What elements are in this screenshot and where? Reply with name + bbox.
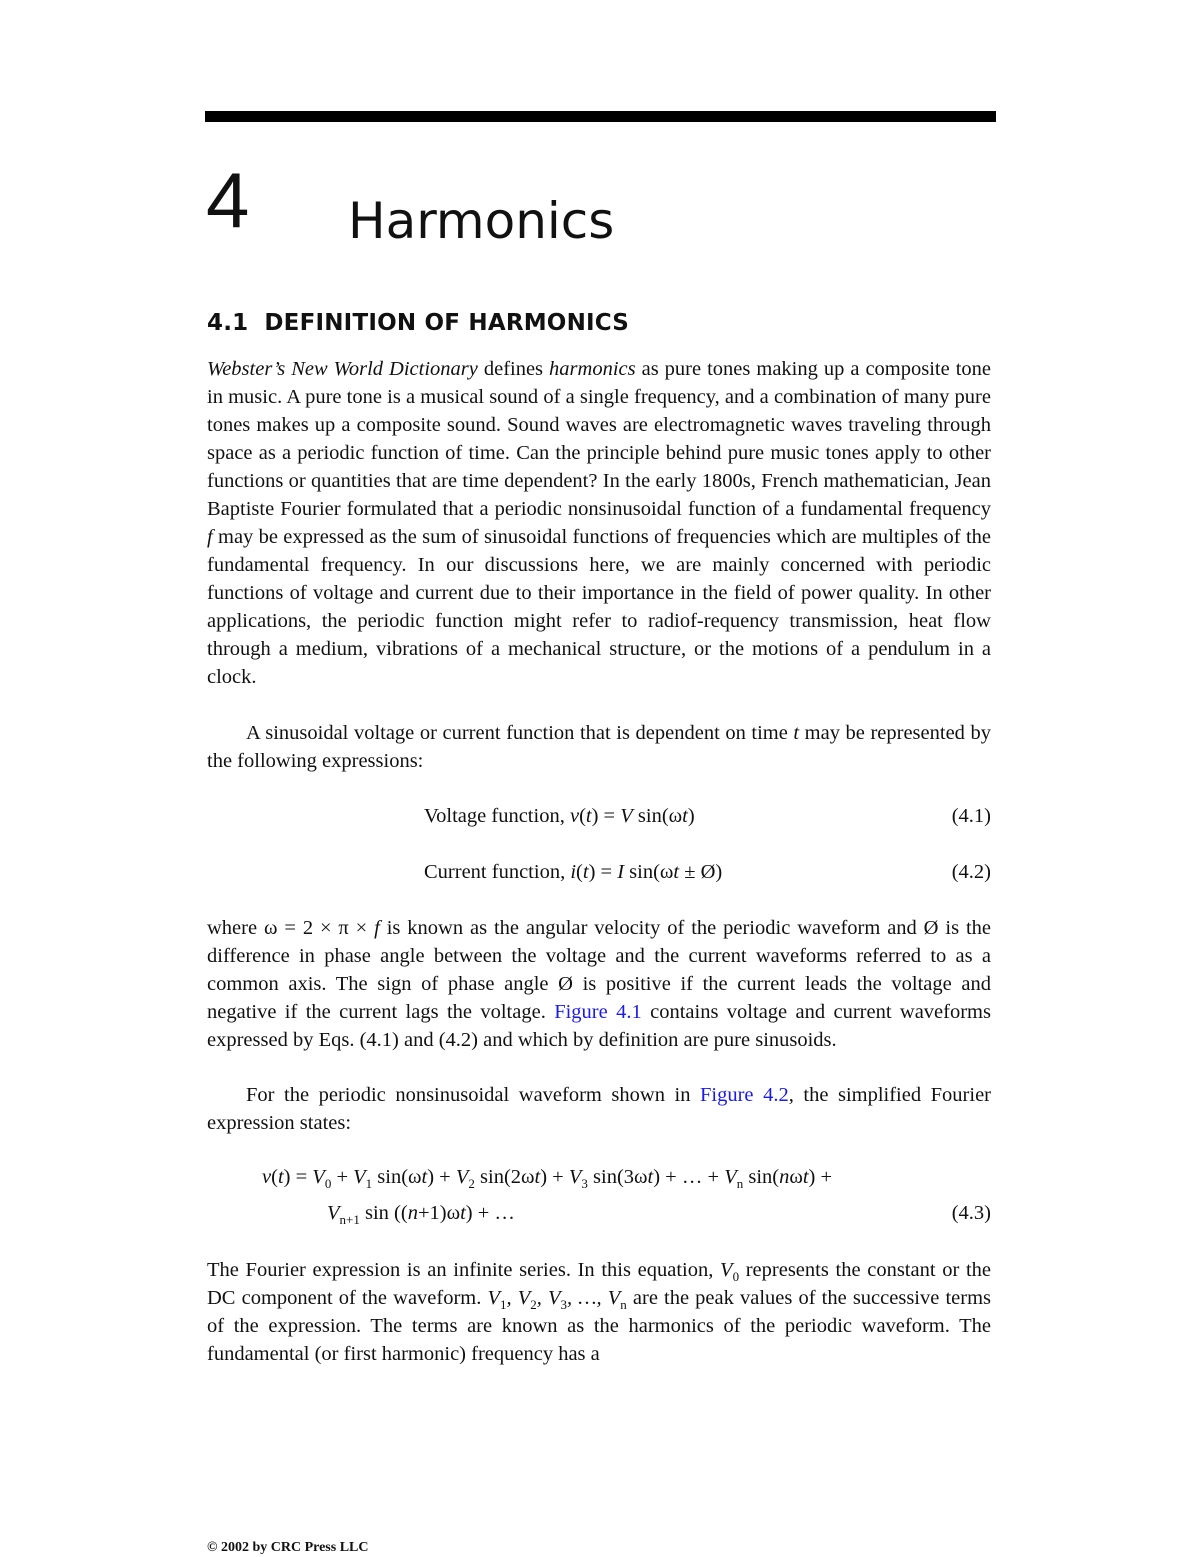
equation-4-3-line-1: $v(t) = V_0 + V_1$ $\sin(\omega t) + V_2$ $\sin(2\omega t) + V_3$ sin(3ωt) + … + $V_n$ sin(nωt) +	[262, 1166, 833, 1192]
paragraph-sinusoidal	[207, 719, 991, 775]
paragraph-fourier-series	[207, 1256, 991, 1368]
eq-text: ω	[789, 1166, 803, 1188]
eq-text: sin(ω	[372, 1166, 422, 1188]
eq-text: sin(3ω	[587, 1166, 648, 1188]
text-run: where ω = 2 × π ×	[207, 917, 375, 939]
eq-sub: n	[736, 1176, 744, 1192]
eq-var: I	[617, 861, 625, 883]
paragraph-angular-velocity	[207, 914, 991, 1054]
eq-text: +	[331, 1166, 354, 1188]
text-run: , the simplified Fourier expression states:	[207, 1084, 991, 1134]
equation-4-2: Current function, i(t) = I sin(ωt ± Ø)	[424, 861, 723, 883]
eq-text: sin ((	[359, 1202, 408, 1224]
eq-sub: 2	[468, 1176, 475, 1192]
equation-4-3-line-2	[327, 1199, 515, 1227]
variable-f: f	[374, 917, 380, 939]
eq-label: Voltage function,	[424, 805, 570, 827]
eq-var: v	[569, 805, 580, 827]
eq-text: ± Ø)	[679, 861, 723, 883]
equation-number-4-3: (4.3)	[951, 1202, 991, 1224]
eq-var: t	[421, 1166, 428, 1188]
subscript: 2	[530, 1297, 537, 1313]
variable-f: f	[207, 526, 213, 548]
section-heading	[207, 306, 629, 340]
text-run: A sinusoidal voltage or current function that is dependent on time	[246, 722, 794, 744]
eq-var: V	[312, 1166, 325, 1188]
eq-var: t	[673, 861, 680, 883]
variable-v: , V	[506, 1287, 531, 1309]
text-run: may be represented by the following expressions:	[207, 722, 991, 772]
eq-var: V	[455, 1166, 469, 1188]
variable-v0: V	[720, 1259, 733, 1281]
eq-var: n	[407, 1202, 418, 1224]
text-run: The Fourier expression is an infinite series. In this equation,	[207, 1259, 721, 1281]
chapter-number: 4	[206, 156, 250, 244]
eq-var: v	[262, 1166, 272, 1188]
equation-number-4-1: (4.1)	[951, 805, 991, 827]
text-run: is known as the angular velocity of the periodic waveform and Ø is the difference in phase angle between the voltage and the current waveforms referred to as a common axis. The sign of phase angle Ø is positive if the current leads the voltage and negative if the current lags the voltage.	[207, 917, 991, 1023]
subscript: n	[620, 1297, 627, 1313]
eq-label: Current function,	[424, 861, 571, 883]
eq-text: ) =	[283, 1166, 313, 1188]
text-run: may be expressed as the sum of sinusoidal functions of frequencies which are multiples of the fundamental frequency. In our discussions here, we are mainly concerned with periodic functions of voltage and current due to their importance in the field of power quality. In other applications, the periodic function might refer to radiof-requency transmission, heat flow through a medium, vibrations of a mechanical structure, or the motions of a pendulum in a clock.	[207, 526, 991, 688]
eq-var: V	[353, 1166, 366, 1188]
text-run: contains voltage and current waveforms expressed by Eqs. (4.1) and (4.2) and which by definition are pure sinusoids.	[207, 1001, 991, 1051]
section-number: 4.1	[207, 310, 249, 336]
text-run: For the periodic nonsinusoidal waveform shown in	[246, 1084, 700, 1106]
eq-text: ) + …	[465, 1202, 515, 1224]
eq-var: n	[779, 1166, 790, 1188]
eq-text: ) +	[427, 1166, 456, 1188]
text-run: are the peak values of the successive terms of the expression. The terms are known as the harmonics of the periodic waveform. The fundamental (or first harmonic) frequency has a	[207, 1287, 992, 1365]
term-harmonics: harmonics	[549, 358, 636, 380]
eq-var: t	[647, 1166, 654, 1188]
eq-text: )	[687, 805, 695, 827]
equation-number-4-2: (4.2)	[951, 861, 991, 883]
paragraph-definition	[207, 355, 991, 691]
eq-text: sin(2ω	[474, 1166, 535, 1188]
eq-text: +1)ω	[417, 1202, 461, 1224]
eq-text: ) +	[540, 1166, 569, 1188]
eq-var: t	[534, 1166, 541, 1188]
eq-sub: 0	[324, 1176, 332, 1192]
figure-4-2-link[interactable]: Figure 4.2	[700, 1084, 789, 1106]
text-run: as pure tones making up a composite tone in music. A pure tone is a musical sound of a single frequency, and a combination of many pure tones makes up a composite sound. Sound waves are electromagnetic waves traveling through space as a periodic function of time. Can the principle behind pure music tones apply to other functions or quantities that are time dependent? In the early 1800s, French mathematician, Jean Baptiste Fourier formulated that a periodic nonsinusoidal function of a fundamental frequency	[207, 358, 992, 520]
subscript: 1	[500, 1297, 507, 1313]
section-title: DEFINITION OF HARMONICS	[264, 310, 630, 336]
eq-text: ) =	[588, 861, 618, 883]
eq-var: V	[620, 805, 633, 827]
eq-sub: n+1	[339, 1212, 360, 1228]
variable-v: , …, V	[567, 1287, 621, 1309]
eq-text: ) +	[808, 1166, 833, 1188]
eq-var: t	[802, 1166, 809, 1188]
eq-var: V	[724, 1166, 737, 1188]
variable-v: , V	[536, 1287, 561, 1309]
copyright-footer: © 2002 by CRC Press LLC	[207, 1540, 369, 1555]
eq-text: sin(ω	[632, 805, 683, 827]
eq-var: t	[682, 805, 688, 827]
figure-4-1-link[interactable]: Figure 4.1	[554, 1001, 642, 1023]
chapter-top-rule	[205, 111, 996, 122]
eq-var: t	[460, 1202, 466, 1224]
eq-sub: 3	[581, 1176, 588, 1192]
subscript: 0	[732, 1269, 740, 1285]
eq-text: ) =	[591, 805, 621, 827]
chapter-title: Harmonics	[348, 192, 615, 250]
paragraph-nonsinusoidal	[207, 1081, 991, 1137]
dictionary-title: Webster’s New World Dictionary	[207, 358, 478, 380]
eq-var: t	[585, 805, 592, 827]
eq-sub: 1	[365, 1176, 373, 1192]
text-run: defines	[477, 358, 550, 380]
eq-var: t	[277, 1166, 284, 1188]
equation-4-1: Voltage function, v(t) = V sin(ωt)	[424, 805, 695, 827]
eq-var: t	[582, 861, 589, 883]
eq-text: sin(ω	[624, 861, 674, 883]
variable-v: V	[487, 1287, 501, 1309]
variable-t: t	[793, 722, 800, 744]
eq-text: sin(	[743, 1166, 780, 1188]
eq-var: V	[568, 1166, 582, 1188]
eq-var: i	[570, 861, 577, 883]
text-run: represents the constant or the DC component of the waveform.	[207, 1259, 991, 1309]
eq-var: V	[327, 1202, 340, 1224]
eq-text: ) + … +	[653, 1166, 725, 1188]
subscript: 3	[560, 1297, 568, 1313]
